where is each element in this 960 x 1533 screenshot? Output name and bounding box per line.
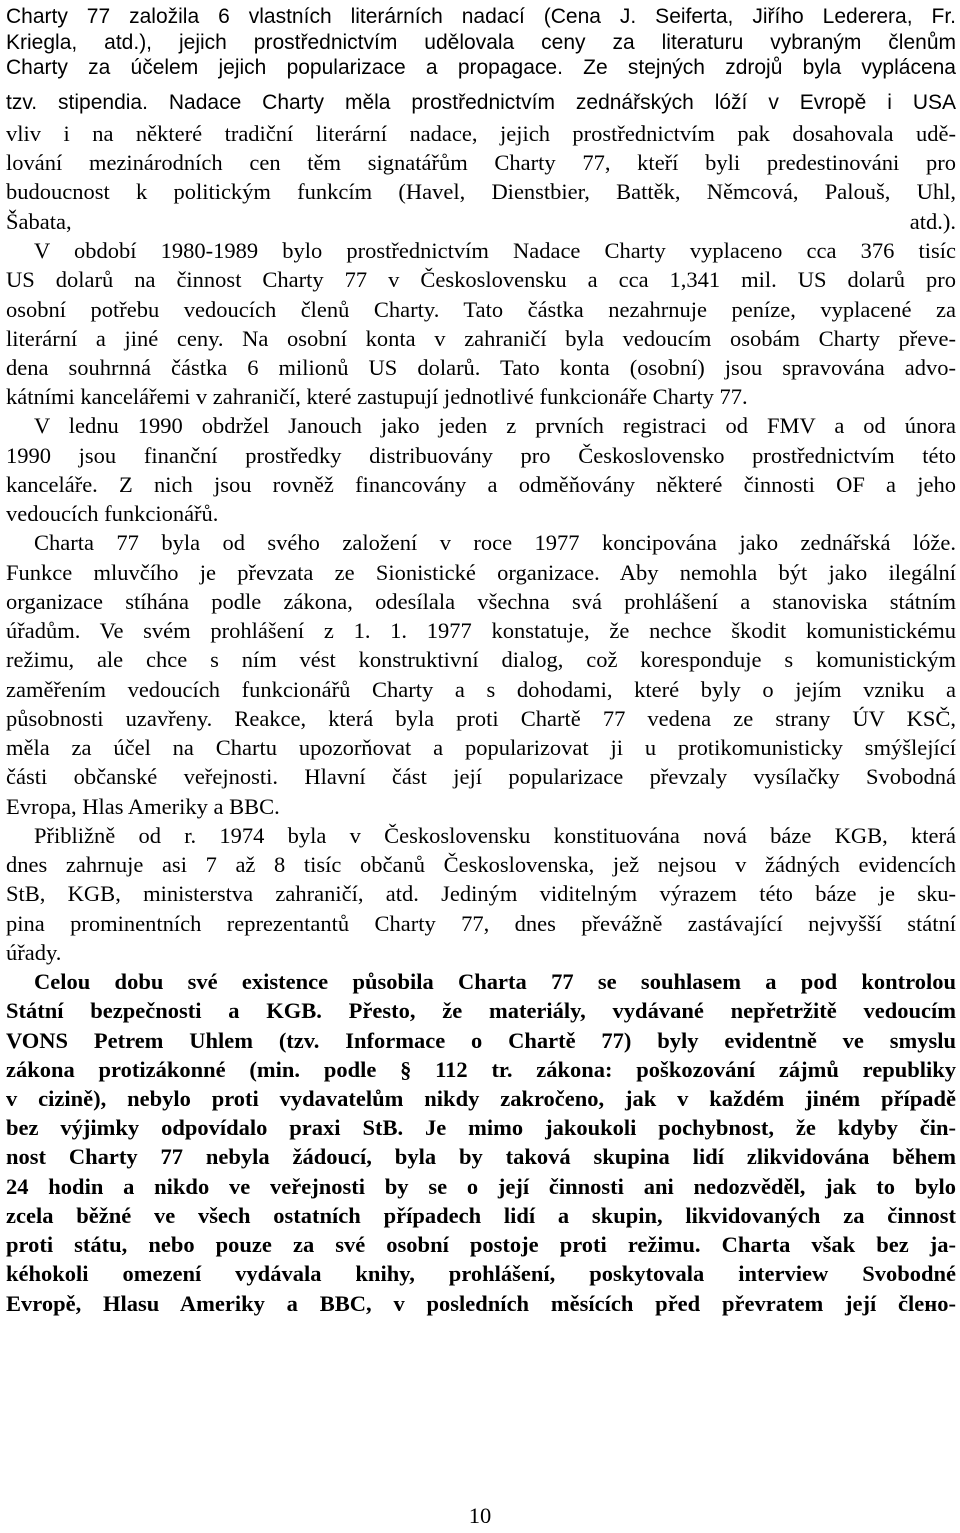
text-line: vliv i na některé tradiční literární nadace, jejich prostřednictvím pak dosahovala udě- xyxy=(6,121,956,146)
text-line: pina prominentních reprezentantů Charty 77, dnes převážně zastávající nejvyšší státní xyxy=(6,911,956,936)
text-line: lování mezinárodních cen těm signatářům Charty 77, kteří byli predestinováni pro xyxy=(6,150,956,175)
text-line: části občanské veřejnosti. Hlavní část její popularizace převzaly vysílačky Svobodná xyxy=(6,764,956,789)
text-line: organizace stíhána podle zákona, odesílala všechna svá prohlášení a stanoviska státním xyxy=(6,589,956,614)
paragraph-first-line: Charta 77 byla od svého založení v roce 1977 koncipována jako zednářská lóže. xyxy=(34,530,956,555)
text-line: nost Charty 77 nebyla žádoucí, byla by taková skupina lidí zlikvidována během xyxy=(6,1144,956,1169)
text-line: režimu, ale chce s ním vést konstruktivní dialog, což koresponduje s komunistickým xyxy=(6,647,956,672)
text-line: zákona protizákonné (min. podle § 112 tr. zákona: poškozování zájmů republiky xyxy=(6,1057,956,1082)
text-line: tzv. stipendia. Nadace Charty měla prostřednictvím zednářských lóží v Evropě i USA xyxy=(6,91,956,114)
text-line: měla za účel na Chartu upozorňovat a popularizovat ji u protikomunisticky smýšlející xyxy=(6,735,956,760)
text-line xyxy=(6,1316,956,1350)
text-line: StB, KGB, ministerstva zahraničí, atd. Jediným viditelným výrazem této báze je sku- xyxy=(6,881,956,906)
text-line: zaměřením vedoucích funkcionářů Charty a s dohodami, které byly o jejím vzniku a xyxy=(6,677,956,702)
text-line: Charty 77 založila 6 vlastních literárních nadací (Cena J. Seiferta, Jiřího Lederera, Fr. xyxy=(6,5,956,28)
text-line: působnosti uzavřeny. Reakce, která byla proti Chartě 77 vedena ze strany ÚV KSČ, xyxy=(6,706,956,731)
text-line: 24 hodin a nikdo ve veřejnosti by se o její činnosti ani nedozvěděl, jak to bylo xyxy=(6,1174,956,1199)
paragraph-first-line: Celou dobu své existence působila Charta 77 se souhlasem a pod kontrolou xyxy=(34,969,956,994)
text-line: dnes zahrnuje asi 7 až 8 tisíc občanů Československa, jež nejsou v žádných evidencích xyxy=(6,852,956,877)
text-line: Evropě, Hlasu Ameriky a BBC, v posledních měsících před převratem její člено- xyxy=(6,1291,956,1316)
text-line: Kriegla, atd.), jejich prostřednictvím udělovala ceny za literaturu vybraným členům xyxy=(6,31,956,54)
text-line: Funkce mluvčího je převzata ze Sionistické organizace. Aby nemohla být jako ilegální xyxy=(6,560,956,585)
text-line: osobní potřebu vedoucích členů Charty. Tato částka nezahrnuje peníze, vyplacené za xyxy=(6,297,956,322)
text-line: VONS Petrem Uhlem (tzv. Informace o Chartě 77) byly evidentně ve smyslu xyxy=(6,1028,956,1053)
text-line: US dolarů na činnost Charty 77 v Československu a cca 1,341 mil. US dolarů pro xyxy=(6,267,956,292)
text-line: literární a jiné ceny. Na osobní konta v zahraničí byla vedoucím osobám Charty převe- xyxy=(6,326,956,351)
text-line: kéhokoli omezení vydávala knihy, prohlášení, poskytovala interview Svobodné xyxy=(6,1261,956,1286)
paragraph-first-line: Přibližně od r. 1974 byla v Československu konstituována nová báze KGB, která xyxy=(34,823,956,848)
text-line: zcela běžné ve všech ostatních případech lidí a skupin, likvidovaných za činnost xyxy=(6,1203,956,1228)
text-line: budoucnost k politickým funkcím (Havel, Dienstbier, Battěk, Němcová, Palouš, Uhl, xyxy=(6,179,956,204)
text-line: kátními kancelářemi v zahraničí, které zastupují jednotlivé funkcionáře Charty 77. xyxy=(6,384,748,409)
text-line: 1990 jsou finanční prostředky distribuovány pro Československo prostřednictvím této xyxy=(6,443,956,468)
page-number: 10 xyxy=(468,1503,492,1528)
text-line: úřady. xyxy=(6,940,62,965)
text-line: Šabata, atd.). xyxy=(6,209,956,234)
text-line: v cizině), nebylo proti vydavatelům nikdy zakročeno, jak v každém jiném případě xyxy=(6,1086,956,1111)
text-line: Evropa, Hlas Ameriky a BBC. xyxy=(6,794,280,819)
paragraph-first-line: V lednu 1990 obdržel Janouch jako jeden z prvních registraci od FMV a od února xyxy=(34,413,956,438)
text-line: dena souhrnná částka 6 milionů US dolarů. Tato konta (osobní) jsou spravována advo- xyxy=(6,355,956,380)
text-line: bez výjimky odpovídalo praxi StB. Je mimo jakoukoli pochybnost, že kdyby čin- xyxy=(6,1115,956,1140)
text-line: vedoucích funkcionářů. xyxy=(6,501,219,526)
paragraph-first-line: V období 1980-1989 bylo prostřednictvím Nadace Charty vyplaceno cca 376 tisíc xyxy=(34,238,956,263)
text-line: Charty za účelem jejich popularizace a propagace. Ze stejných zdrojů byla vyplácena xyxy=(6,56,956,79)
text-line: kanceláře. Z nich jsou rovněž financovány a odměňovány některé činnosti OF a jeho xyxy=(6,472,956,497)
text-line: proti státu, nebo pouze za své osobní postoje proti režimu. Charta však bez ja- xyxy=(6,1232,956,1257)
text-line: Státní bezpečnosti a KGB. Přesto, že materiály, vydávané nepřetržitě vedoucím xyxy=(6,998,956,1023)
text-line: úřadům. Ve svém prohlášení z 1. 1. 1977 konstatuje, že nechce škodit komunistickému xyxy=(6,618,956,643)
